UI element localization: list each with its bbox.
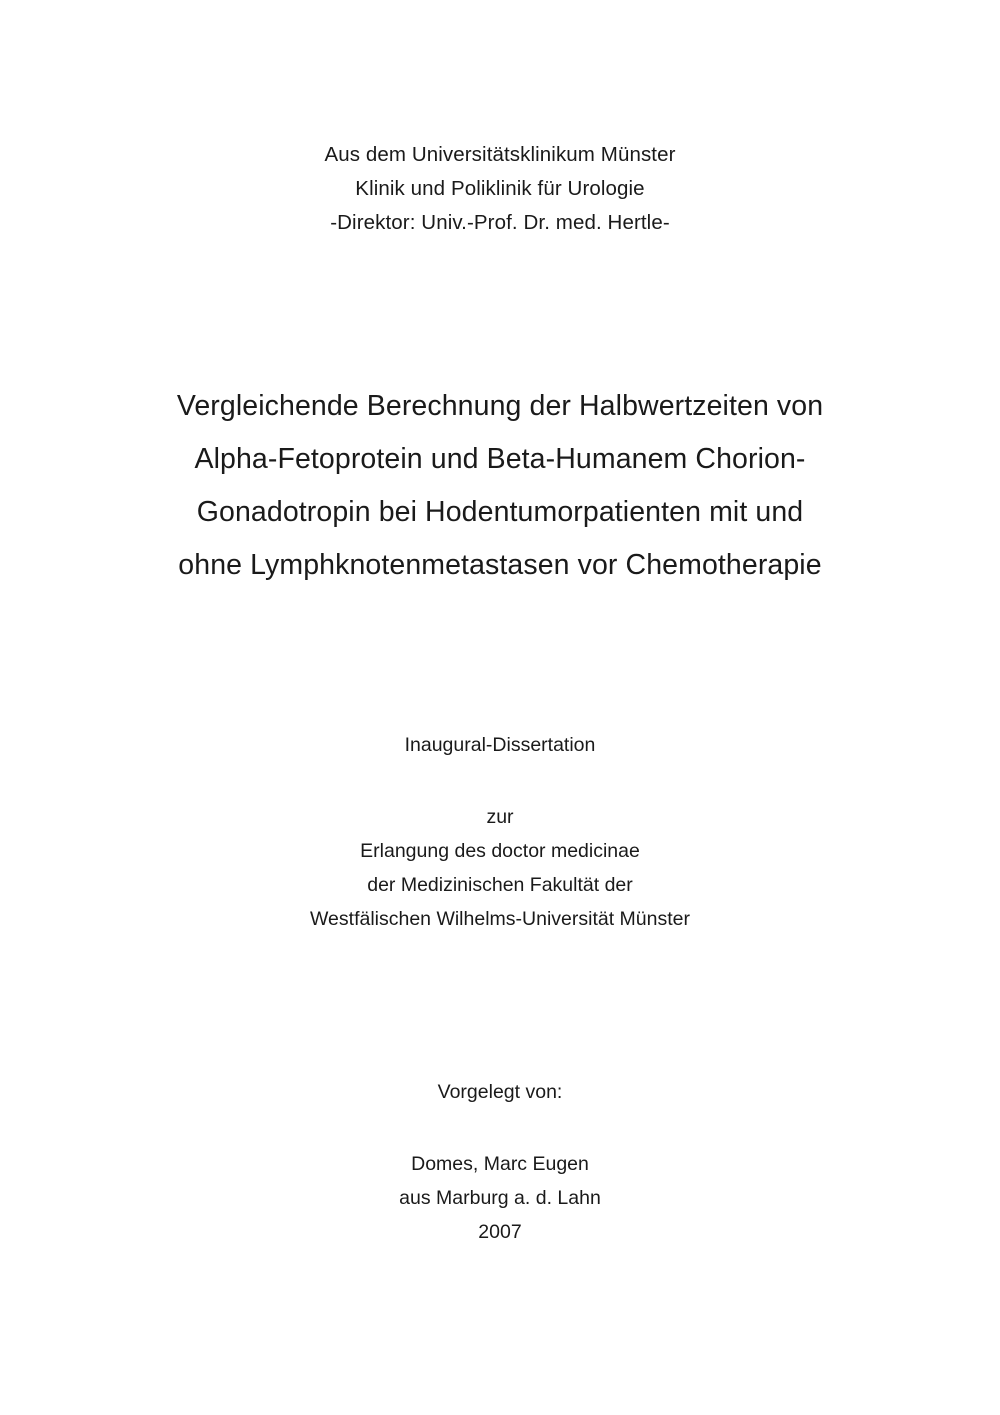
- purpose-block: [0, 730, 1000, 936]
- author-origin: aus Marburg a. d. Lahn: [399, 1187, 601, 1209]
- publication-year: 2007: [478, 1221, 522, 1243]
- title-line-4: ohne Lymphknotenmetastasen vor Chemotherapie: [178, 549, 822, 581]
- affiliation-line-3: -Direktor: Univ.-Prof. Dr. med. Hertle-: [330, 211, 670, 234]
- affiliation-line-1: Aus dem Universitätsklinikum Münster: [324, 143, 676, 166]
- thesis-type: Inaugural-Dissertation: [404, 734, 596, 756]
- author-block: [0, 1077, 1000, 1249]
- affiliation-line-2: Klinik und Poliklinik für Urologie: [355, 177, 645, 200]
- purpose-line-2: Erlangung des doctor medicinae: [360, 840, 640, 862]
- title-line-1: Vergleichende Berechnung der Halbwertzeiten von: [176, 390, 824, 422]
- title-line-2: Alpha-Fetoprotein und Beta-Humanem Chorion-: [194, 443, 806, 475]
- purpose-line-1: zur: [486, 806, 514, 828]
- spacer-author: [0, 1107, 1000, 1147]
- title-line-3: Gonadotropin bei Hodentumorpatienten mit und: [196, 496, 804, 528]
- submitted-by-label: Vorgelegt von:: [437, 1081, 563, 1103]
- purpose-line-4: Westfälischen Wilhelms-Universität Münster: [310, 908, 690, 930]
- purpose-line-3: der Medizinischen Fakultät der: [367, 874, 633, 896]
- spacer-purpose: [0, 760, 1000, 800]
- author-name: Domes, Marc Eugen: [411, 1153, 589, 1175]
- affiliation-block: [0, 138, 1000, 240]
- page-title: [110, 380, 890, 592]
